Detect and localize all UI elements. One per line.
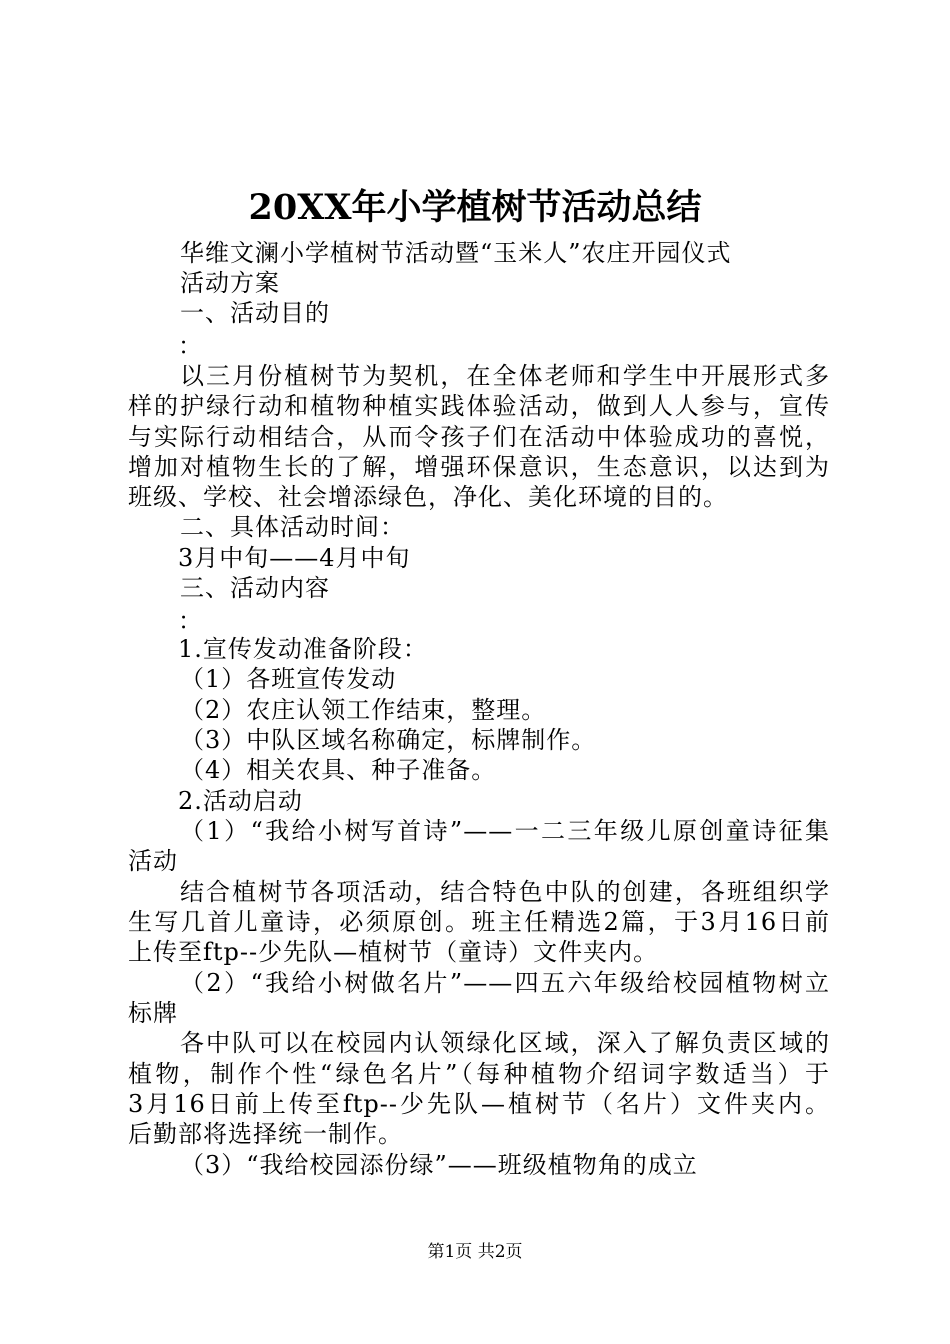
page-footer: 第1页 共2页 (427, 1242, 523, 1262)
list-item: （4）相关农具、种子准备。 (180, 756, 497, 784)
document-title: 20XX年小学植树节活动总结 (248, 187, 702, 228)
paragraph-line: 班级、学校、社会增添绿色，净化、美化环境的目的。 (128, 483, 728, 511)
section-heading: 一、活动目的 (180, 299, 330, 327)
paragraph-line: 后勤部将选择统一制作。 (128, 1120, 403, 1148)
paragraph-line: （2）“我给小树做名片”——四五六年级给校园植物树立 (180, 969, 830, 997)
paragraph-line: 结合植树节各项活动，结合特色中队的创建，各班组织学 (180, 878, 830, 906)
paragraph-line: 3月16日前上传至ftp--少先队—植树节（名片）文件夹内。 (128, 1090, 830, 1118)
list-item: （1）各班宣传发动 (180, 665, 397, 693)
paragraph-line: 各中队可以在校园内认领绿化区域，深入了解负责区域的 (180, 1029, 830, 1057)
paragraph-line: 以三月份植树节为契机，在全体老师和学生中开展形式多 (180, 362, 830, 390)
paragraph-line: 上传至ftp--少先队—植树节（童诗）文件夹内。 (128, 938, 659, 966)
text-line: ： (178, 332, 203, 360)
text-line: 3月中旬——4月中旬 (178, 544, 411, 572)
paragraph-line: 植物，制作个性“绿色名片”（每种植物介绍词字数适当）于 (128, 1060, 830, 1088)
paragraph-line: （3）“我给校园添份绿”——班级植物角的成立 (180, 1151, 698, 1179)
subsection-heading: 2.活动启动 (178, 787, 303, 815)
text-line: ： (178, 607, 203, 635)
text-line: 华维文澜小学植树节活动暨“玉米人”农庄开园仪式 (180, 239, 732, 267)
paragraph-line: （1）“我给小树写首诗”——一二三年级儿原创童诗征集 (180, 817, 830, 845)
paragraph-line: 标牌 (128, 999, 178, 1027)
paragraph-line: 生写几首儿童诗，必须原创。班主任精选2篇，于3月16日前 (128, 908, 830, 936)
paragraph-line: 与实际行动相结合，从而令孩子们在活动中体验成功的喜悦， (128, 423, 830, 451)
list-item: （2）农庄认领工作结束，整理。 (180, 696, 547, 724)
paragraph-line: 增加对植物生长的了解，增强环保意识，生态意识，以达到为 (128, 453, 830, 481)
subsection-heading: 1.宣传发动准备阶段： (178, 635, 428, 663)
section-heading: 三、活动内容 (180, 574, 330, 602)
text-line: 活动方案 (180, 269, 280, 297)
paragraph-line: 活动 (128, 847, 178, 875)
section-heading: 二、具体活动时间： (180, 513, 405, 541)
list-item: （3）中队区域名称确定，标牌制作。 (180, 726, 597, 754)
paragraph-line: 样的护绿行动和植物种植实践体验活动，做到人人参与，宣传 (128, 392, 830, 420)
